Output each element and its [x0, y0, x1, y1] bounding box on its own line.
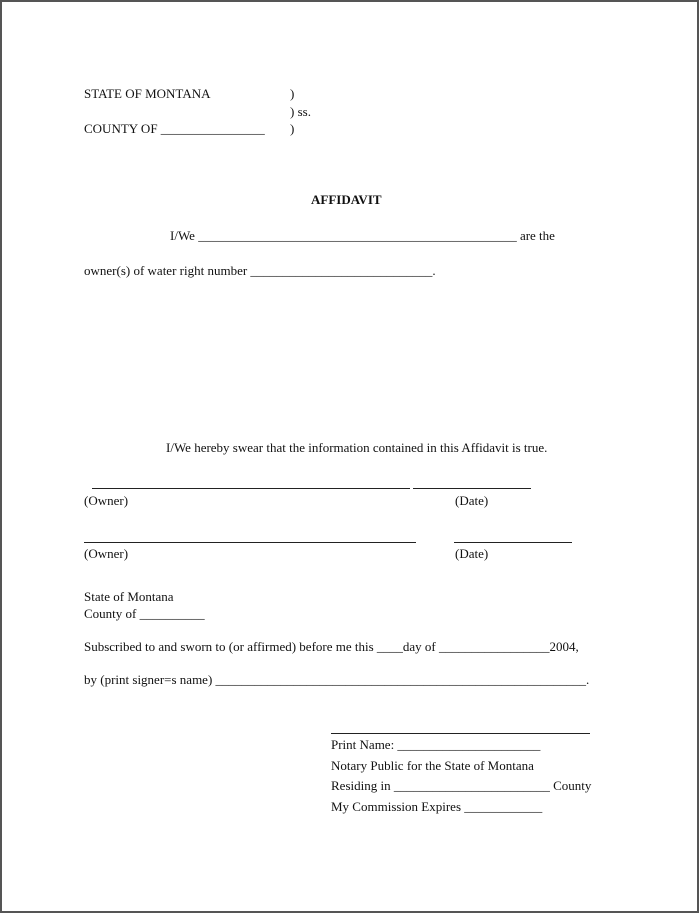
owner-signature-line-2 — [84, 542, 416, 543]
notary-public-label: Notary Public for the State of Montana — [331, 758, 534, 773]
owner-label-1: (Owner) — [84, 493, 129, 508]
subscribed-line: Subscribed to and sworn to (or affirmed) before me this ____day of _________________2004, — [84, 639, 579, 654]
water-right-number-line: owner(s) of water right number ____________________________. — [84, 263, 436, 278]
caption-state: STATE OF MONTANA — [84, 86, 211, 101]
notary-commission-expires: My Commission Expires ____________ — [331, 799, 543, 814]
caption-paren-ss: ) ss. — [290, 104, 311, 119]
notary-county: County of __________ — [84, 606, 205, 621]
owners-statement-line: I/We _________________________________________________ are the — [170, 228, 555, 243]
owner-label-2: (Owner) — [84, 546, 129, 561]
caption-paren-3: ) — [290, 121, 295, 136]
caption-paren-1: ) — [290, 86, 295, 101]
notary-print-name: Print Name: ______________________ — [331, 737, 541, 752]
notary-signature-line — [331, 733, 590, 734]
date-line-1 — [413, 488, 531, 489]
caption-county: COUNTY OF ________________ — [84, 121, 265, 136]
date-line-2 — [454, 542, 572, 543]
notary-residing: Residing in ________________________ County — [331, 778, 592, 793]
print-signer-name-line: by (print signer=s name) _________________________________________________________. — [84, 672, 590, 687]
owner-signature-line-1 — [92, 488, 410, 489]
affidavit-title: AFFIDAVIT — [311, 192, 382, 207]
notary-state: State of Montana — [84, 589, 174, 604]
date-label-2: (Date) — [455, 546, 489, 561]
swear-statement: I/We hereby swear that the information contained in this Affidavit is true. — [166, 440, 548, 455]
date-label-1: (Date) — [455, 493, 489, 508]
